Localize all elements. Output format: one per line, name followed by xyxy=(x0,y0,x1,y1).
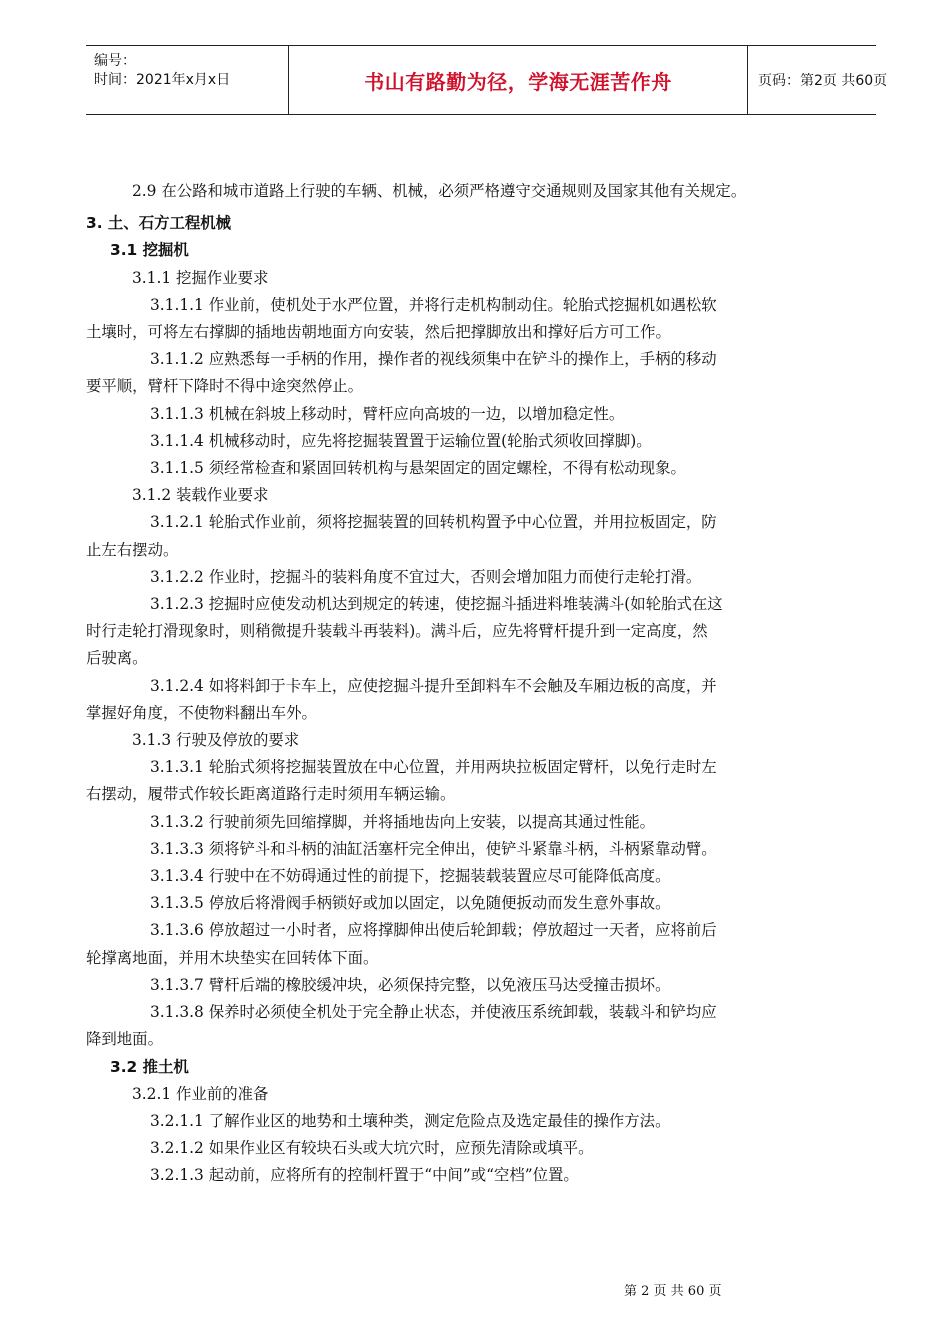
section-heading-3-1: 3.1 挖掘机 xyxy=(110,241,189,260)
clause-3-1-3-7: 3.1.3.7 臂杆后端的橡胶缓冲块，必须保持完整，以免液压马达受撞击损坏。 xyxy=(150,975,671,994)
clause-3-1-2-3: 3.1.2.3 挖掘时应使发动机达到规定的转速，使挖掘斗插进料堆装满斗(如轮胎式在这 xyxy=(150,595,723,614)
section-heading-3: 3. 土、石方工程机械 xyxy=(86,214,232,233)
document-body xyxy=(86,178,876,1190)
clause-3-1-1-5: 3.1.1.5 须经常检查和紧固回转机构与悬架固定的固定螺栓，不得有松动现象。 xyxy=(150,459,686,478)
header-page-info: 页码：第2页 共60页 xyxy=(758,73,888,89)
header-motto: 书山有路勤为径，学海无涯苦作舟 xyxy=(364,69,672,94)
document-number-label: 编号： xyxy=(94,53,136,69)
clause-3-1-3-1: 3.1.3.1 轮胎式须将挖掘装置放在中心位置，并用两块拉板固定臂杆，以免行走时左 xyxy=(150,758,717,777)
clause-3-1-1-3: 3.1.1.3 机械在斜坡上移动时，臂杆应向高坡的一边，以增加稳定性。 xyxy=(150,404,625,423)
subsection-heading-3-2-1: 3.2.1 作业前的准备 xyxy=(132,1084,269,1103)
clause-3-1-3-5: 3.1.3.5 停放后将滑阀手柄锁好或加以固定，以免随便扳动而发生意外事故。 xyxy=(150,894,671,913)
clause-3-1-3-4: 3.1.3.4 行驶中在不妨碍通过性的前提下，挖掘装载装置应尽可能降低高度。 xyxy=(150,867,671,886)
clause-3-2-1-3: 3.2.1.3 起动前，应将所有的控制杆置于“中间”或“空档”位置。 xyxy=(150,1166,579,1185)
clause-2-9: 2.9 在公路和城市道路上行驶的车辆、机械，必须严格遵守交通规则及国家其他有关规定。 xyxy=(132,182,747,200)
clause-3-1-3-1-cont: 右摆动，履带式作较长距离道路行走时须用车辆运输。 xyxy=(86,785,456,804)
header-motto-cell xyxy=(288,46,748,114)
clause-3-1-1-2: 3.1.1.2 应熟悉每一手柄的作用，操作者的视线须集中在铲斗的操作上，手柄的移动 xyxy=(150,350,717,369)
clause-3-1-2-3-cont: 时行走轮打滑现象时，则稍微提升装载斗再装料)。满斗后，应先将臂杆提升到一定高度，然 xyxy=(86,622,708,641)
clause-3-2-1-1: 3.2.1.1 了解作业区的地势和土壤种类，测定危险点及选定最佳的操作方法。 xyxy=(150,1111,671,1130)
clause-3-1-1-1-cont: 土壤时，可将左右撑脚的插地齿朝地面方向安装，然后把撑脚放出和撑好后方可工作。 xyxy=(86,323,671,342)
clause-3-1-3-2: 3.1.3.2 行驶前须先回缩撑脚，并将插地齿向上安装，以提高其通过性能。 xyxy=(150,812,656,831)
clause-3-1-1-1: 3.1.1.1 作业前，使机处于水严位置，并将行走机构制动住。轮胎式挖掘机如遇松软 xyxy=(150,295,717,314)
document-time-label: 时间：2021年x月x日 xyxy=(94,72,231,88)
clause-3-1-1-4: 3.1.1.4 机械移动时，应先将挖掘装置置于运输位置(轮胎式须收回撑脚)。 xyxy=(150,431,652,450)
page-header xyxy=(86,45,888,115)
clause-3-1-3-8: 3.1.3.8 保养时必须使全机处于完全静止状态，并使液压系统卸载，装载斗和铲均应 xyxy=(150,1003,717,1022)
subsection-heading-3-1-3: 3.1.3 行驶及停放的要求 xyxy=(132,731,300,750)
clause-3-1-2-2: 3.1.2.2 作业时，挖掘斗的装料角度不宜过大，否则会增加阻力而使行走轮打滑。 xyxy=(150,567,702,586)
clause-3-1-1-2-cont: 要平顺，臂杆下降时不得中途突然停止。 xyxy=(86,377,364,396)
clause-3-1-2-4: 3.1.2.4 如将料卸于卡车上，应使挖掘斗提升至卸料车不会触及车厢边板的高度，并 xyxy=(150,676,717,695)
clause-3-2-1-2: 3.2.1.2 如果作业区有较块石头或大坑穴时，应预先清除或填平。 xyxy=(150,1139,594,1158)
header-meta xyxy=(94,52,290,108)
clause-3-1-3-8-cont: 降到地面。 xyxy=(86,1030,163,1049)
clause-3-1-3-3: 3.1.3.3 须将铲斗和斗柄的油缸活塞杆完全伸出，使铲斗紧靠斗柄，斗柄紧靠动臂。 xyxy=(150,839,717,858)
clause-3-1-2-4-cont: 掌握好角度，不使物料翻出车外。 xyxy=(86,703,317,722)
clause-3-1-2-1-cont: 止左右摆动。 xyxy=(86,540,179,559)
clause-3-1-2-3-cont2: 后驶离。 xyxy=(86,649,148,668)
section-heading-3-2: 3.2 推土机 xyxy=(110,1057,189,1076)
clause-3-1-3-6: 3.1.3.6 停放超过一小时者，应将撑脚伸出使后轮卸载；停放超过一天者，应将前后 xyxy=(150,921,717,940)
page-footer-number: 第 2 页 共 60 页 xyxy=(624,1284,722,1299)
clause-3-1-3-6-cont: 轮撑离地面，并用木块垫实在回转体下面。 xyxy=(86,948,379,967)
subsection-heading-3-1-1: 3.1.1 挖掘作业要求 xyxy=(132,268,269,287)
clause-3-1-2-1: 3.1.2.1 轮胎式作业前，须将挖掘装置的回转机构置予中心位置，并用拉板固定，防 xyxy=(150,513,717,532)
subsection-heading-3-1-2: 3.1.2 装载作业要求 xyxy=(132,486,269,505)
